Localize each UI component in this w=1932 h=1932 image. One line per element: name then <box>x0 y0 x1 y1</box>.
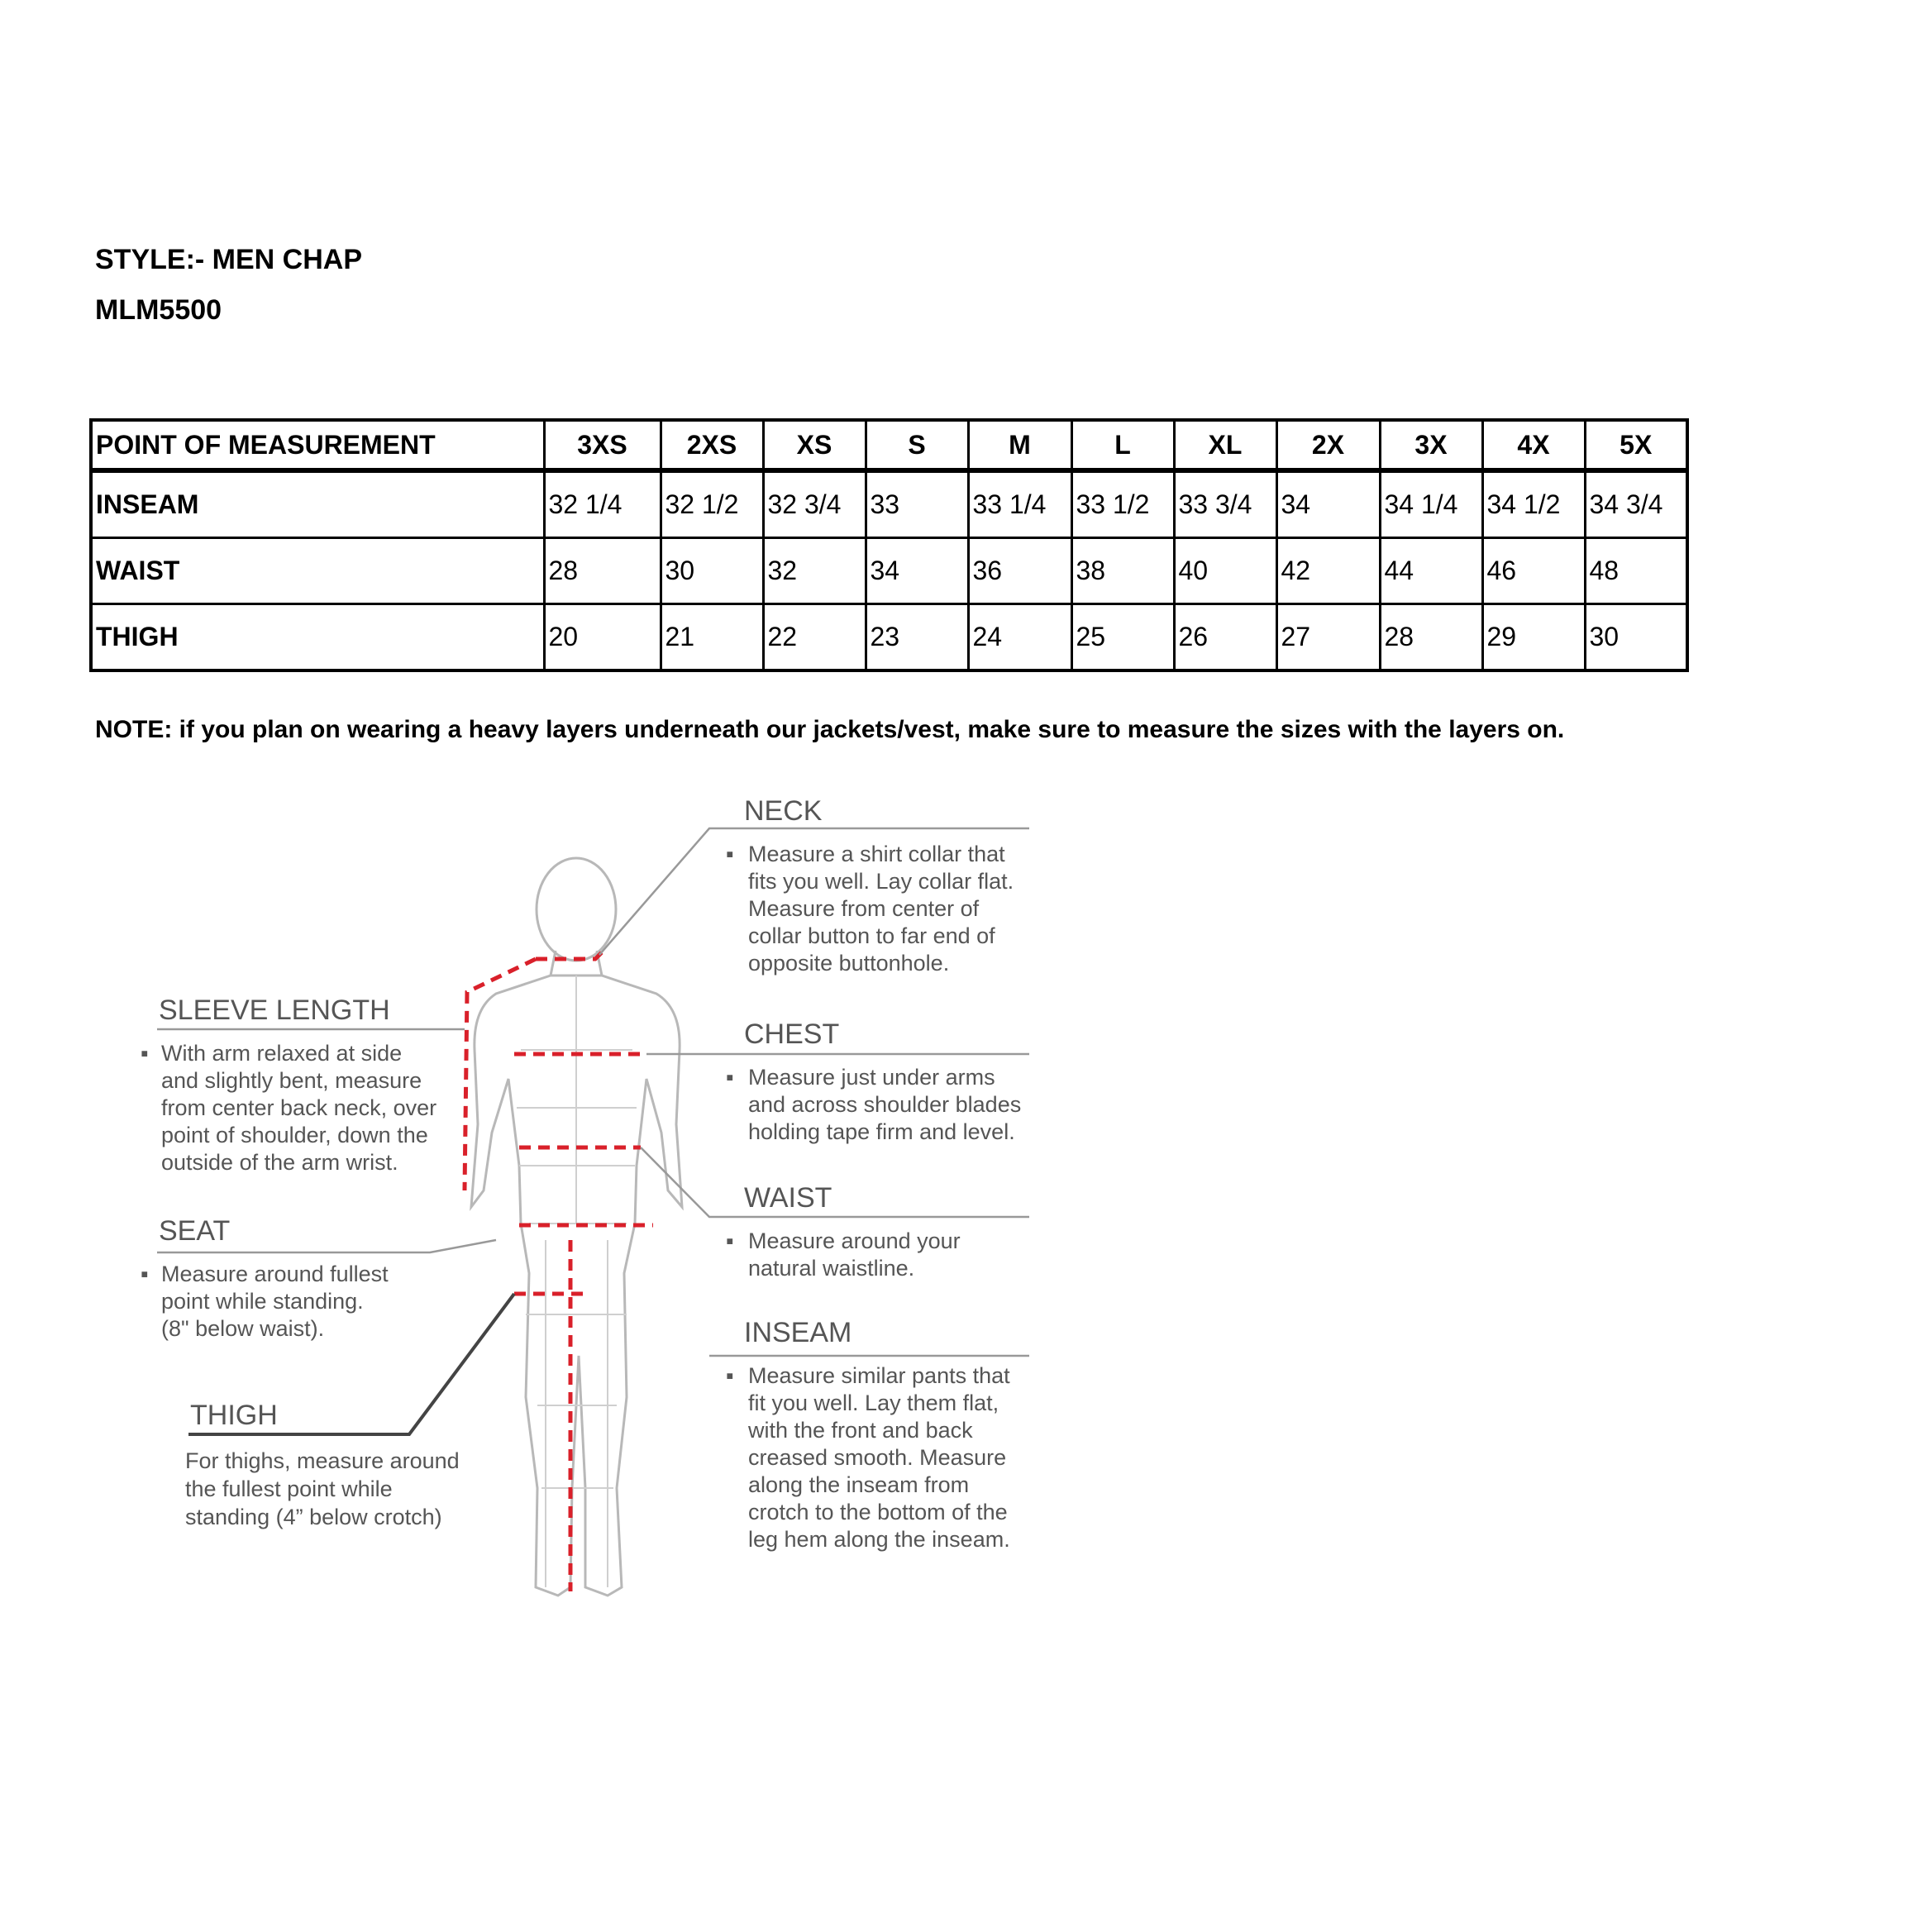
size-chart-table <box>89 418 1689 672</box>
sleeve-text: outside of the arm wrist. <box>161 1150 398 1175</box>
table-cell: 25 <box>1071 604 1174 671</box>
sleeve-text: from center back neck, over <box>161 1095 437 1120</box>
thigh-callout <box>185 1400 460 1529</box>
style-title: STYLE:- MEN CHAP <box>95 244 362 275</box>
inseam-text: creased smooth. Measure <box>748 1445 1007 1470</box>
table-cell: 32 3/4 <box>763 470 866 538</box>
table-cell: 28 <box>544 538 661 604</box>
neck-text: Measure a shirt collar that <box>748 842 1005 866</box>
header-row <box>91 420 1687 470</box>
table-cell: 38 <box>1071 538 1174 604</box>
chest-title: CHEST <box>744 1018 840 1050</box>
sleeve-callout <box>141 995 436 1175</box>
neck-title: NECK <box>744 795 823 827</box>
table-cell: 32 1/2 <box>661 470 763 538</box>
table-cell: 33 1/4 <box>968 470 1071 538</box>
inseam-text: with the front and back <box>748 1418 973 1443</box>
chest-callout <box>726 1018 1021 1144</box>
table-cell: 33 3/4 <box>1174 470 1276 538</box>
bullet-icon: ▪ <box>726 842 734 866</box>
table-row <box>91 470 1687 538</box>
neck-text: Measure from center of <box>748 896 980 921</box>
table-cell: 48 <box>1585 538 1687 604</box>
neck-text: collar button to far end of <box>748 923 995 948</box>
neck-text: opposite buttonhole. <box>748 951 950 976</box>
table-cell: 34 3/4 <box>1585 470 1687 538</box>
table-cell: 30 <box>661 538 763 604</box>
table-cell: 26 <box>1174 604 1276 671</box>
header-point-of-measurement: POINT OF MEASUREMENT <box>91 420 544 470</box>
waist-callout <box>726 1182 961 1281</box>
bullet-icon: ▪ <box>141 1262 149 1286</box>
table-cell: 34 1/4 <box>1380 470 1482 538</box>
seat-callout <box>141 1215 389 1341</box>
table-cell: 44 <box>1380 538 1482 604</box>
chest-text: Measure just under arms <box>748 1065 995 1090</box>
sleeve-title: SLEEVE LENGTH <box>159 995 390 1026</box>
measurement-guide-figure <box>0 777 1075 1670</box>
seat-text: point while standing. <box>161 1289 364 1314</box>
table-cell: 46 <box>1482 538 1585 604</box>
header-size: XS <box>763 420 866 470</box>
table-cell: 30 <box>1585 604 1687 671</box>
table-cell: 24 <box>968 604 1071 671</box>
waist-text: Measure around your <box>748 1228 961 1253</box>
inseam-callout <box>726 1317 1010 1552</box>
row-label-inseam: INSEAM <box>91 470 544 538</box>
inseam-title: INSEAM <box>744 1317 852 1348</box>
bullet-icon: ▪ <box>141 1041 149 1066</box>
sleeve-text: With arm relaxed at side <box>161 1041 403 1066</box>
table-cell: 34 <box>1276 470 1380 538</box>
header-size: 5X <box>1585 420 1687 470</box>
neck-callout <box>726 795 1014 976</box>
seat-text: Measure around fullest <box>161 1262 389 1286</box>
sleeve-text: point of shoulder, down the <box>161 1123 428 1147</box>
header-size: 2X <box>1276 420 1380 470</box>
figure-gridlines <box>517 976 637 1587</box>
chest-text: holding tape firm and level. <box>748 1119 1015 1144</box>
inseam-text: Measure similar pants that <box>748 1363 1010 1388</box>
table-cell: 40 <box>1174 538 1276 604</box>
head-shape <box>537 858 616 961</box>
thigh-text: the fullest point while <box>185 1476 393 1501</box>
table-row <box>91 538 1687 604</box>
neck-text: fits you well. Lay collar flat. <box>748 869 1014 894</box>
header-size: 4X <box>1482 420 1585 470</box>
style-code: MLM5500 <box>95 294 222 326</box>
table-cell: 33 1/2 <box>1071 470 1174 538</box>
header-size: S <box>866 420 968 470</box>
bullet-icon: ▪ <box>726 1363 734 1388</box>
header-size: 3X <box>1380 420 1482 470</box>
table-cell: 32 <box>763 538 866 604</box>
table-cell: 34 <box>866 538 968 604</box>
bullet-icon: ▪ <box>726 1228 734 1253</box>
inseam-text: fit you well. Lay them flat, <box>748 1391 999 1415</box>
thigh-text: standing (4” below crotch) <box>185 1505 442 1529</box>
thigh-title: THIGH <box>190 1400 278 1431</box>
table-cell: 23 <box>866 604 968 671</box>
header-size: M <box>968 420 1071 470</box>
header-size: 2XS <box>661 420 763 470</box>
table-cell: 28 <box>1380 604 1482 671</box>
table-cell: 22 <box>763 604 866 671</box>
table-cell: 34 1/2 <box>1482 470 1585 538</box>
chest-text: and across shoulder blades <box>748 1092 1022 1117</box>
bullet-icon: ▪ <box>726 1065 734 1090</box>
waist-title: WAIST <box>744 1182 832 1214</box>
table-cell: 27 <box>1276 604 1380 671</box>
table-cell: 33 <box>866 470 968 538</box>
header-size: L <box>1071 420 1174 470</box>
layering-note: NOTE: if you plan on wearing a heavy layers underneath our jackets/vest, make sure to measure the sizes with the layers on. <box>95 716 1565 743</box>
inseam-text: crotch to the bottom of the <box>748 1500 1008 1524</box>
row-label-waist: WAIST <box>91 538 544 604</box>
seat-title: SEAT <box>159 1215 231 1247</box>
table-cell: 32 1/4 <box>544 470 661 538</box>
inseam-text: leg hem along the inseam. <box>748 1527 1010 1552</box>
seat-text: (8" below waist). <box>161 1316 325 1341</box>
waist-leader <box>641 1147 1029 1217</box>
sleeve-text: and slightly bent, measure <box>161 1068 422 1093</box>
inseam-text: along the inseam from <box>748 1472 970 1497</box>
row-label-thigh: THIGH <box>91 604 544 671</box>
table-cell: 42 <box>1276 538 1380 604</box>
header-size: XL <box>1174 420 1276 470</box>
waist-text: natural waistline. <box>748 1256 915 1281</box>
table-cell: 20 <box>544 604 661 671</box>
table-cell: 36 <box>968 538 1071 604</box>
thigh-text: For thighs, measure around <box>185 1448 460 1473</box>
table-cell: 21 <box>661 604 763 671</box>
table-cell: 29 <box>1482 604 1585 671</box>
header-size: 3XS <box>544 420 661 470</box>
table-row <box>91 604 1687 671</box>
